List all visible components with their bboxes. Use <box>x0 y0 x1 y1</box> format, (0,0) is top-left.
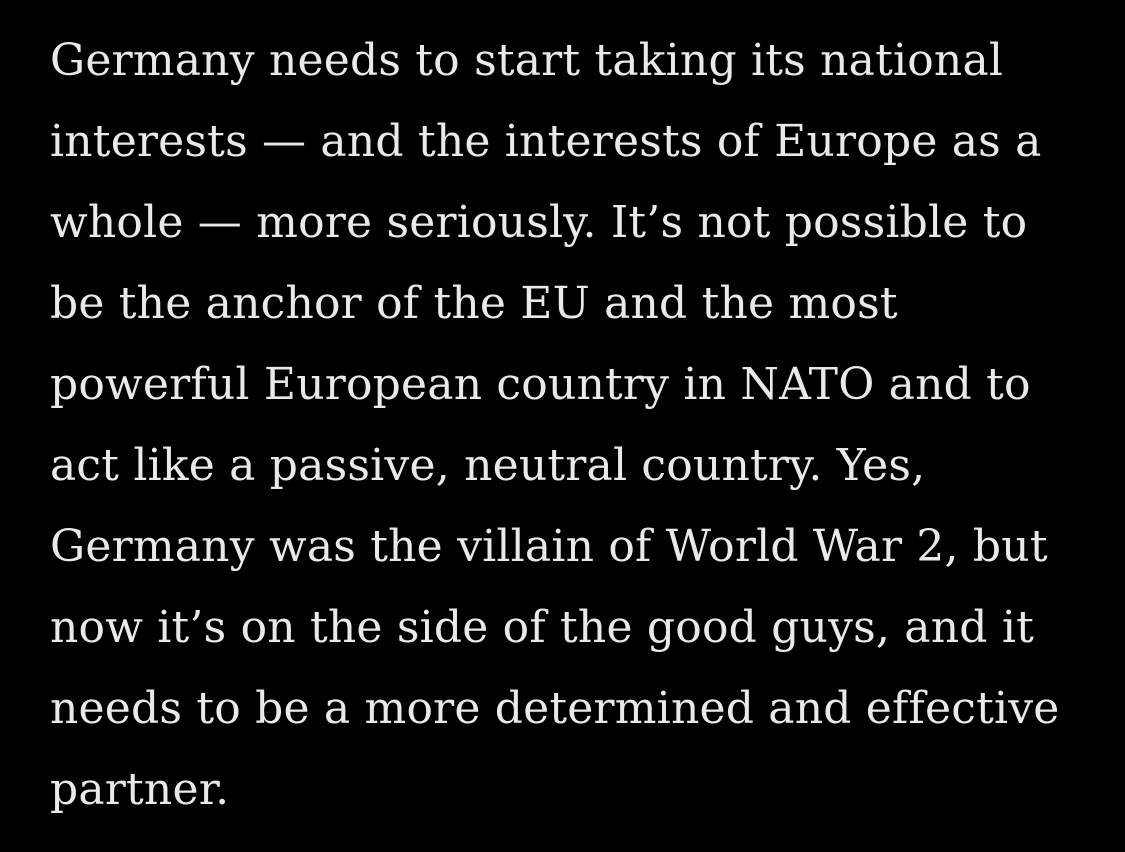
quote-line: act like a passive, neutral country. Yes, <box>50 440 926 491</box>
quote-line: powerful European country in NATO and to <box>50 359 1031 410</box>
quote-line: Germany needs to start taking its national <box>50 35 1004 86</box>
quote-line: whole — more seriously. It’s not possible to <box>50 197 1028 248</box>
quote-line: partner. <box>50 764 230 815</box>
quote-line: interests — and the interests of Europe as a <box>50 116 1042 167</box>
quote-paragraph <box>50 20 1060 830</box>
quote-line: be the anchor of the EU and the most <box>50 278 898 329</box>
quote-line: needs to be a more determined and effective <box>50 683 1060 734</box>
quote-line: Germany was the villain of World War 2, but <box>50 521 1048 572</box>
quote-line: now it’s on the side of the good guys, and it <box>50 602 1034 653</box>
